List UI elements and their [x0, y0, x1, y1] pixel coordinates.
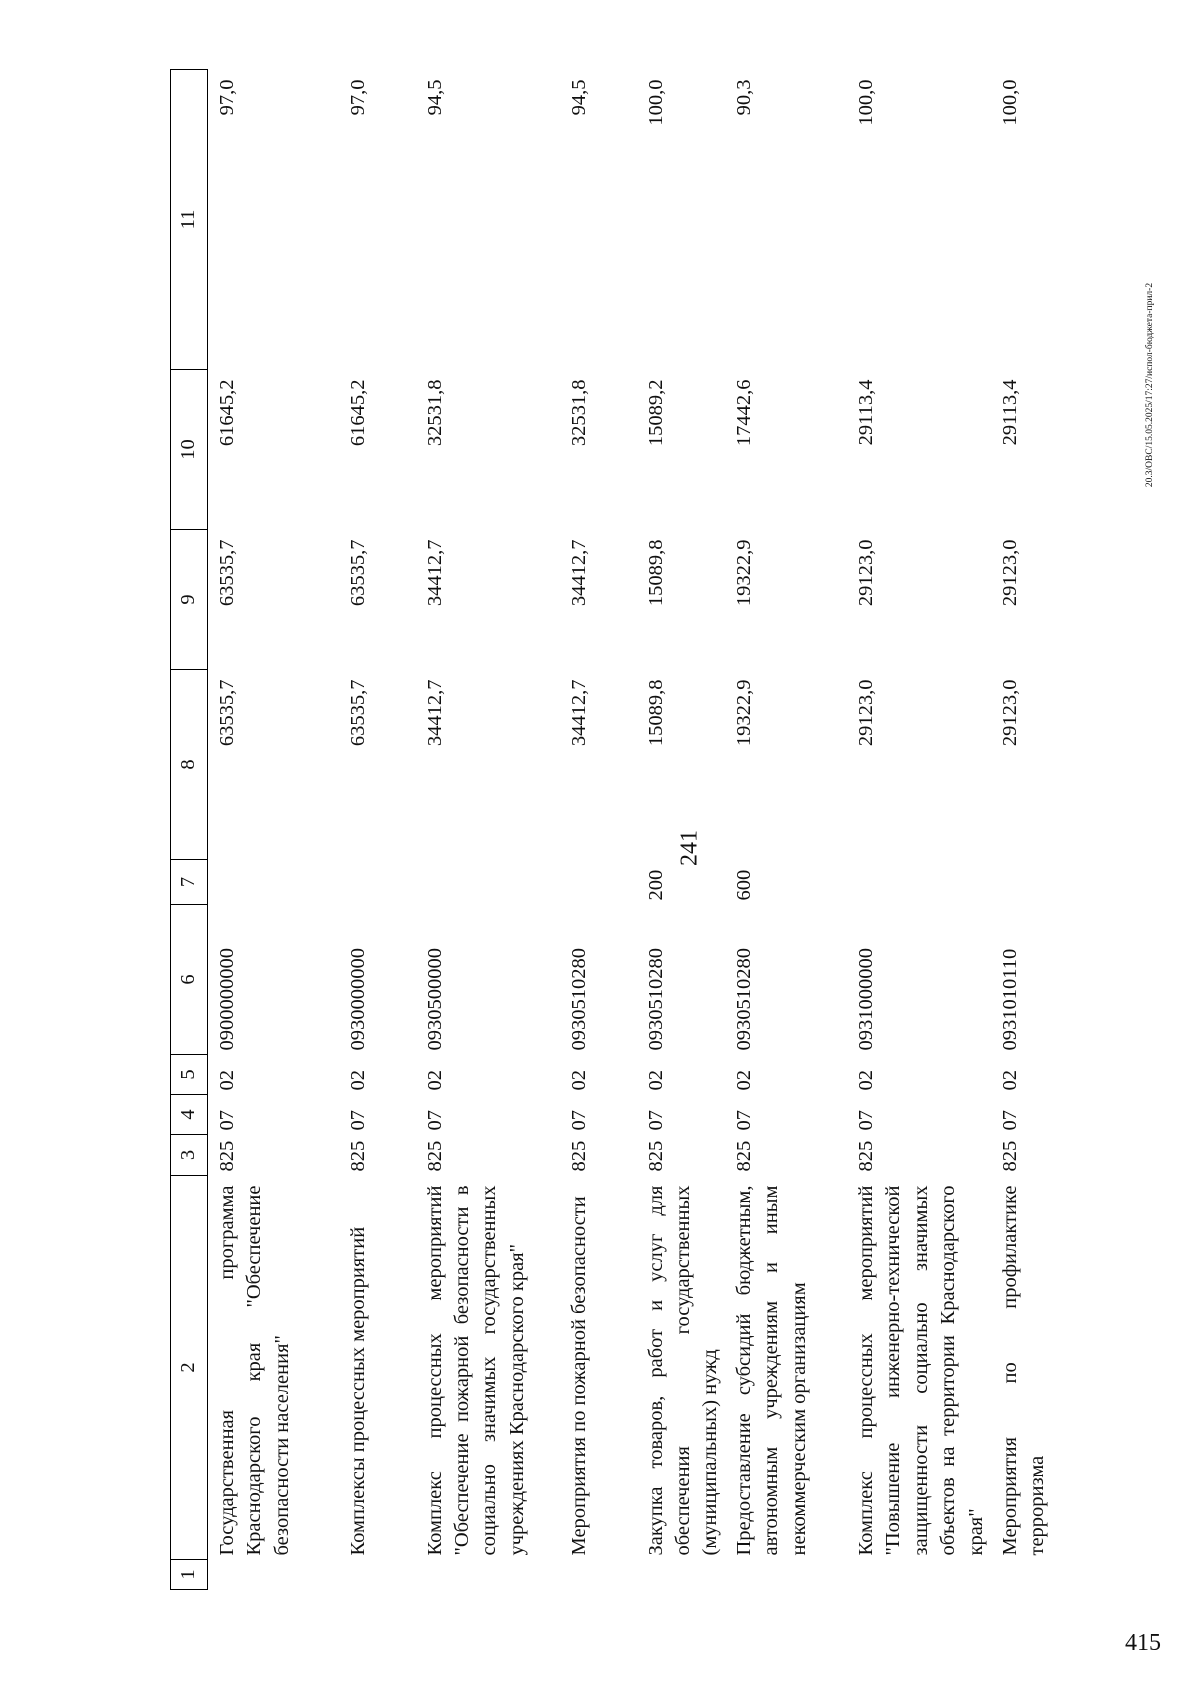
cell-col-11: 100,0	[998, 79, 1021, 126]
column-header-6: 6	[171, 905, 208, 1055]
cell-col-7	[560, 860, 637, 905]
cell-col-2: Закупка товаров, работ и услуг для обеспечения государственных (муниципальных) нужд	[644, 1185, 722, 1556]
cell-col-5: 02	[998, 1070, 1021, 1091]
cell-col-11: 100,0	[854, 79, 877, 126]
cell-col-7	[416, 860, 560, 905]
column-header-4: 4	[171, 1095, 208, 1135]
cell-col-8: 29123,0	[854, 679, 877, 747]
cell-col-10: 32531,8	[423, 379, 446, 447]
cell-col-3: 825	[732, 1140, 755, 1172]
cell-col-9: 19322,9	[732, 539, 755, 607]
column-header-1: 1	[171, 1560, 208, 1590]
cell-col-11: 94,5	[423, 79, 446, 116]
cell-col-9: 29123,0	[854, 539, 877, 607]
cell-col-8: 63535,7	[346, 679, 369, 747]
cell-col-3: 825	[423, 1140, 446, 1172]
cell-col-4: 07	[567, 1110, 590, 1131]
cell-col-7: 600	[732, 869, 755, 901]
cell-col-5: 02	[644, 1070, 667, 1091]
cell-col-11: 90,3	[732, 79, 755, 116]
column-header-8: 8	[171, 670, 208, 860]
column-header-10: 10	[171, 370, 208, 530]
cell-col-9: 15089,8	[644, 539, 667, 607]
cell-col-10: 29113,4	[998, 379, 1021, 446]
cell-col-1	[339, 1560, 416, 1590]
table-row	[339, 70, 416, 1590]
cell-col-4: 07	[644, 1110, 667, 1131]
header-row	[171, 70, 208, 1590]
cell-col-8: 29123,0	[998, 679, 1021, 747]
cell-col-1	[991, 1560, 1071, 1590]
column-header-5: 5	[171, 1055, 208, 1095]
cell-col-8: 63535,7	[216, 679, 238, 747]
cell-col-3: 825	[644, 1140, 667, 1172]
cell-col-9: 63535,7	[216, 539, 238, 607]
cell-col-11: 97,0	[216, 79, 238, 116]
cell-col-8: 15089,8	[644, 679, 667, 747]
column-header-7: 7	[171, 860, 208, 905]
cell-col-9: 63535,7	[346, 539, 369, 607]
cell-col-2: Мероприятия по профилактике терроризма	[998, 1185, 1049, 1556]
cell-col-9: 34412,7	[423, 539, 446, 607]
cell-col-3: 825	[216, 1140, 238, 1172]
budget-table	[170, 69, 1071, 1590]
cell-col-5: 02	[732, 1070, 755, 1091]
cell-col-5: 02	[423, 1070, 446, 1091]
cell-col-2: Комплекс процессных мероприятий "Повышение инженерно-технической защищенности социально значимых объектов на территории Краснодарского края"	[854, 1185, 987, 1556]
cell-col-4: 07	[346, 1110, 369, 1131]
cell-col-10: 17442,6	[732, 379, 755, 447]
cell-col-2: Комплексы процессных мероприятий	[346, 1226, 369, 1556]
sheet-number: 415	[1125, 1630, 1161, 1656]
cell-col-8: 19322,9	[732, 679, 755, 747]
cell-col-10: 32531,8	[567, 379, 590, 447]
table-row	[637, 70, 725, 1590]
cell-col-11: 97,0	[346, 79, 369, 116]
cell-col-7	[991, 860, 1071, 905]
cell-col-3: 825	[998, 1140, 1021, 1172]
cell-col-1	[416, 1560, 560, 1590]
cell-col-9: 34412,7	[567, 539, 590, 607]
cell-col-5: 02	[216, 1070, 238, 1091]
cell-col-6: 0931010110	[998, 948, 1021, 1051]
cell-col-10: 61645,2	[346, 379, 369, 447]
table-body	[208, 70, 1071, 1590]
cell-col-5: 02	[346, 1070, 369, 1091]
cell-col-6: 0930510280	[567, 948, 590, 1051]
cell-col-8: 34412,7	[423, 679, 446, 747]
cell-col-7	[208, 860, 339, 905]
column-header-9: 9	[171, 530, 208, 670]
cell-col-5: 02	[567, 1070, 590, 1091]
cell-col-10: 61645,2	[216, 379, 238, 447]
cell-col-1	[725, 1560, 847, 1590]
cell-col-3: 825	[854, 1140, 877, 1172]
column-header-11: 11	[171, 70, 208, 370]
cell-col-3: 825	[567, 1140, 590, 1172]
cell-col-6: 0930510280	[732, 948, 755, 1051]
cell-col-5: 02	[854, 1070, 877, 1091]
cell-col-3: 825	[346, 1140, 369, 1172]
cell-col-6: 0930510280	[644, 948, 667, 1051]
cell-col-6: 0930500000	[423, 948, 446, 1051]
table-row	[560, 70, 637, 1590]
cell-col-6: 0931000000	[854, 948, 877, 1051]
cell-col-7	[847, 860, 991, 905]
cell-col-9: 29123,0	[998, 539, 1021, 607]
cell-col-4: 07	[732, 1110, 755, 1131]
cell-col-2: Государственная программа Краснодарского края "Обеспечение безопасности населения"	[216, 1185, 293, 1556]
cell-col-4: 07	[998, 1110, 1021, 1131]
table-header	[171, 70, 208, 1590]
table-row	[416, 70, 560, 1590]
cell-col-10: 29113,4	[854, 379, 877, 446]
cell-col-2: Комплекс процессных мероприятий "Обеспечение пожарной безопасности в социально значимых государственных учреждениях Краснодарского края"	[423, 1185, 528, 1556]
cell-col-4: 07	[216, 1110, 238, 1131]
column-header-2: 2	[171, 1176, 208, 1560]
cell-col-8: 34412,7	[567, 679, 590, 747]
cell-col-4: 07	[854, 1110, 877, 1131]
table-row	[208, 70, 339, 1590]
cell-col-1	[560, 1560, 637, 1590]
cell-col-1	[847, 1560, 991, 1590]
document-code: 20.3/ОВС/15.05.2025/17:27/испол-бюджета-прил-2	[1145, 282, 1155, 488]
cell-col-1	[637, 1560, 725, 1590]
cell-col-2: Мероприятия по пожарной безопасности	[567, 1196, 590, 1556]
cell-col-4: 07	[423, 1110, 446, 1131]
page-number: 241	[676, 830, 703, 866]
column-header-3: 3	[171, 1135, 208, 1176]
cell-col-11: 100,0	[644, 79, 667, 126]
table-row	[725, 70, 847, 1590]
cell-col-6: 0900000000	[216, 948, 238, 1051]
table-row	[847, 70, 991, 1590]
table-row	[991, 70, 1071, 1590]
rotated-table-wrapper	[170, 70, 1049, 1590]
cell-col-11: 94,5	[567, 79, 590, 116]
cell-col-7: 200	[644, 869, 667, 901]
cell-col-10: 15089,2	[644, 379, 667, 447]
cell-col-2: Предоставление субсидий бюджетным, автономным учреждениям и иным некоммерческим организациям	[732, 1185, 810, 1556]
cell-col-6: 0930000000	[346, 948, 369, 1051]
cell-col-7	[339, 860, 416, 905]
cell-col-1	[208, 1560, 339, 1590]
